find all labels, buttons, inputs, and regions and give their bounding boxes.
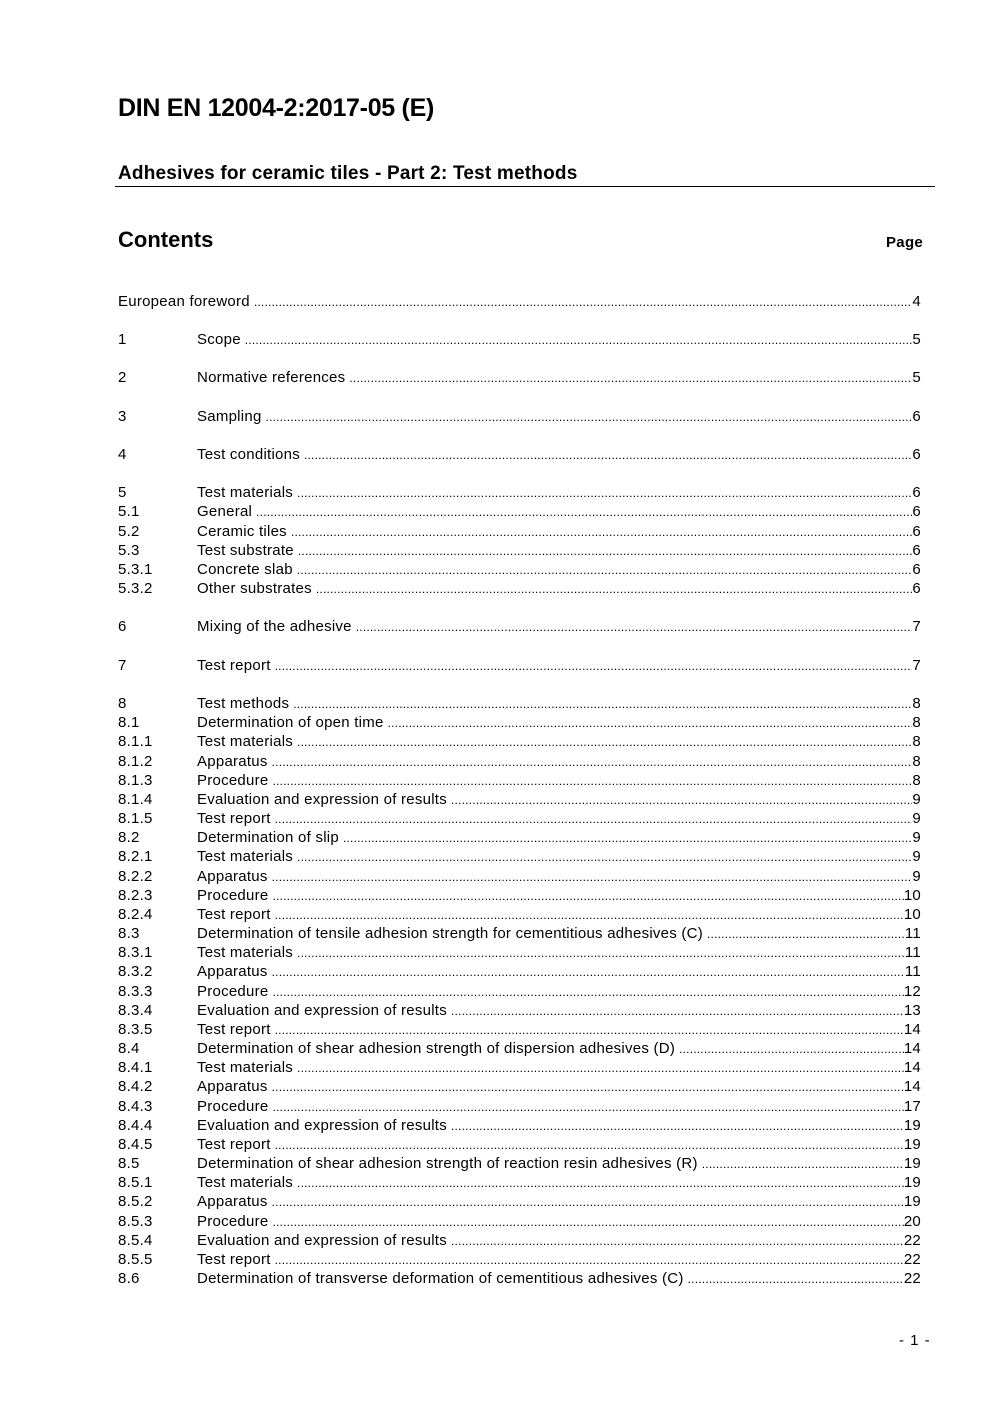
toc-entry-page: 9 <box>912 848 921 865</box>
toc-entry-number: 8.1 <box>118 714 140 731</box>
toc-entry-title: Apparatus <box>197 963 268 980</box>
toc-entry[interactable] <box>118 407 921 426</box>
toc-entry-page: 13 <box>903 1002 921 1019</box>
toc-entry-number: 5.3.2 <box>118 580 153 597</box>
toc-dot-leader <box>275 1021 904 1040</box>
toc-dot-leader <box>702 1155 904 1174</box>
toc-entry-title: Test substrate <box>197 542 294 559</box>
toc-dot-leader <box>275 1136 904 1155</box>
toc-entry[interactable] <box>118 1135 921 1154</box>
toc-entry-page: 19 <box>903 1193 921 1210</box>
toc-entry-page: 11 <box>904 925 921 942</box>
toc-entry-number: 8.4.2 <box>118 1078 153 1095</box>
toc-entry-page: 11 <box>904 963 921 980</box>
toc-entry-number: 8.2.1 <box>118 848 153 865</box>
toc-entry-page: 9 <box>912 791 921 808</box>
toc-entry[interactable] <box>118 1077 921 1096</box>
toc-entry[interactable] <box>118 1192 921 1211</box>
toc-dot-leader <box>451 1232 904 1251</box>
toc-entry[interactable] <box>118 771 921 790</box>
toc-entry-number: 8.5 <box>118 1155 140 1172</box>
toc-entry[interactable] <box>118 867 921 886</box>
toc-entry-page: 8 <box>912 695 921 712</box>
toc-dot-leader <box>451 791 912 810</box>
toc-entry-page: 5 <box>912 331 921 348</box>
toc-entry[interactable] <box>118 445 921 464</box>
toc-entry[interactable] <box>118 732 921 751</box>
toc-entry-title: Test materials <box>197 848 294 865</box>
toc-entry-number: 5.3 <box>118 542 140 559</box>
toc-entry-number: 8.3.3 <box>118 983 153 1000</box>
toc-entry[interactable] <box>118 292 921 311</box>
toc-entry-page: 22 <box>903 1232 921 1249</box>
toc-entry-page: 22 <box>903 1251 921 1268</box>
toc-entry-title: Procedure <box>197 983 269 1000</box>
toc-entry-number: 8.4.4 <box>118 1117 153 1134</box>
toc-entry[interactable] <box>118 1020 921 1039</box>
toc-entry-title: Determination of open time <box>197 714 384 731</box>
toc-entry-title: Test materials <box>197 944 294 961</box>
toc-entry[interactable] <box>118 1039 921 1058</box>
toc-entry[interactable] <box>118 1058 921 1077</box>
toc-entry-title: General <box>197 503 253 520</box>
toc-entry-page: 22 <box>903 1270 921 1287</box>
toc-entry-page: 6 <box>912 484 921 501</box>
toc-dot-leader <box>451 1117 904 1136</box>
toc-dot-leader <box>256 503 912 522</box>
toc-entry[interactable] <box>118 1001 921 1020</box>
toc-entry-number: 8.1.2 <box>118 753 153 770</box>
toc-dot-leader <box>272 963 905 982</box>
toc-dot-leader <box>316 580 913 599</box>
toc-entry-title: Determination of tensile adhesion strength for cementitious adhesives (C) <box>197 925 703 942</box>
document-subtitle: Adhesives for ceramic tiles - Part 2: Test methods <box>118 163 578 184</box>
toc-dot-leader <box>275 810 913 829</box>
document-title: DIN EN 12004-2:2017-05 (E) <box>118 94 434 122</box>
toc-entry-number: 8.3.2 <box>118 963 153 980</box>
toc-entry-title: Evaluation and expression of results <box>197 1117 447 1134</box>
toc-entry-number: 7 <box>118 657 127 674</box>
toc-entry-title: Determination of shear adhesion strength of reaction resin adhesives (R) <box>197 1155 698 1172</box>
toc-entry-number: 8.2 <box>118 829 140 846</box>
toc-entry-number: 8 <box>118 695 127 712</box>
toc-entry-number: 8.2.2 <box>118 868 153 885</box>
toc-entry[interactable] <box>118 790 921 809</box>
toc-entry-page: 9 <box>912 829 921 846</box>
toc-entry-page: 8 <box>912 772 921 789</box>
toc-entry-title: Mixing of the adhesive <box>197 618 352 635</box>
toc-entry-title: Test report <box>197 1136 271 1153</box>
toc-entry-page: 14 <box>903 1059 921 1076</box>
toc-entry[interactable] <box>118 809 921 828</box>
toc-entry-title: Test materials <box>197 1059 294 1076</box>
toc-entry[interactable] <box>118 905 921 924</box>
toc-entry-page: 6 <box>912 523 921 540</box>
toc-entry[interactable] <box>118 368 921 387</box>
toc-entry[interactable] <box>118 1097 921 1116</box>
toc-entry-title: Other substrates <box>197 580 312 597</box>
toc-entry-title: Apparatus <box>197 1078 268 1095</box>
toc-entry-title: Test report <box>197 1021 271 1038</box>
toc-dot-leader <box>291 523 912 542</box>
toc-dot-leader <box>349 369 912 388</box>
toc-entry-number: 8.5.1 <box>118 1174 153 1191</box>
toc-entry-number: 8.5.5 <box>118 1251 153 1268</box>
toc-entry[interactable] <box>118 694 921 713</box>
toc-entry-title: Evaluation and expression of results <box>197 1232 447 1249</box>
toc-entry-page: 20 <box>903 1213 921 1230</box>
toc-entry-title: Evaluation and expression of results <box>197 1002 447 1019</box>
contents-heading: Contents <box>118 227 214 252</box>
toc-entry[interactable] <box>118 541 921 560</box>
toc-entry[interactable] <box>118 713 921 732</box>
toc-dot-leader <box>275 657 913 676</box>
toc-entry-number: 1 <box>118 331 127 348</box>
toc-entry[interactable] <box>118 962 921 981</box>
toc-entry-page: 10 <box>903 906 921 923</box>
toc-entry-number: 8.3.1 <box>118 944 153 961</box>
toc-entry-title: Concrete slab <box>197 561 293 578</box>
toc-entry-number: 8.1.3 <box>118 772 153 789</box>
toc-dot-leader <box>272 1213 903 1232</box>
toc-dot-leader <box>297 561 913 580</box>
toc-entry-number: 8.1.1 <box>118 733 153 750</box>
toc-dot-leader <box>275 906 904 925</box>
toc-entry-page: 19 <box>903 1136 921 1153</box>
toc-entry[interactable] <box>118 483 921 502</box>
toc-entry[interactable] <box>118 1116 921 1135</box>
toc-entry-page: 8 <box>912 714 921 731</box>
toc-entry-page: 8 <box>912 753 921 770</box>
toc-entry[interactable] <box>118 924 921 943</box>
toc-entry-title: Scope <box>197 331 241 348</box>
toc-entry[interactable] <box>118 330 921 349</box>
toc-entry-page: 14 <box>903 1078 921 1095</box>
toc-entry-title: Determination of slip <box>197 829 339 846</box>
toc-entry[interactable] <box>118 886 921 905</box>
toc-dot-leader <box>272 1098 903 1117</box>
toc-dot-leader <box>297 1059 904 1078</box>
toc-entry-number: 5 <box>118 484 127 501</box>
toc-entry-page: 7 <box>912 657 921 674</box>
toc-dot-leader <box>707 925 905 944</box>
toc-entry-number: 8.1.4 <box>118 791 153 808</box>
toc-entry-title: Evaluation and expression of results <box>197 791 447 808</box>
toc-entry[interactable] <box>118 502 921 521</box>
toc-entry-page: 9 <box>912 810 921 827</box>
toc-entry-page: 5 <box>912 369 921 386</box>
toc-entry-page: 19 <box>903 1117 921 1134</box>
title-divider <box>115 186 935 187</box>
page-column-heading: Page <box>886 234 924 251</box>
toc-entry-page: 12 <box>903 983 921 1000</box>
toc-entry[interactable] <box>118 579 921 598</box>
toc-dot-leader <box>304 446 912 465</box>
toc-entry-title: Ceramic tiles <box>197 523 287 540</box>
toc-entry-title: Apparatus <box>197 868 268 885</box>
toc-entry-number: 5.3.1 <box>118 561 153 578</box>
toc-dot-leader <box>245 331 913 350</box>
toc-entry-number: 8.4 <box>118 1040 140 1057</box>
toc-entry-title: Determination of transverse deformation of cementitious adhesives (C) <box>197 1270 684 1287</box>
toc-entry-number: 3 <box>118 408 127 425</box>
toc-entry[interactable] <box>118 1212 921 1231</box>
toc-entry[interactable] <box>118 752 921 771</box>
toc-entry-number: 6 <box>118 618 127 635</box>
toc-entry-page: 17 <box>903 1098 921 1115</box>
toc-dot-leader <box>297 1174 904 1193</box>
toc-dot-leader <box>356 618 913 637</box>
toc-entry-title: Procedure <box>197 887 269 904</box>
toc-entry-number: 8.5.3 <box>118 1213 153 1230</box>
toc-entry-title: Test materials <box>197 1174 294 1191</box>
toc-entry[interactable] <box>118 943 921 962</box>
toc-dot-leader <box>293 695 912 714</box>
toc-dot-leader <box>298 542 913 561</box>
toc-dot-leader <box>343 829 912 848</box>
toc-entry-number: 8.4.3 <box>118 1098 153 1115</box>
toc-entry-title: Procedure <box>197 1213 269 1230</box>
toc-entry-page: 8 <box>912 733 921 750</box>
toc-entry-number: 5.1 <box>118 503 140 520</box>
toc-entry-number: 8.4.5 <box>118 1136 153 1153</box>
toc-dot-leader <box>297 944 905 963</box>
toc-entry-page: 19 <box>903 1174 921 1191</box>
toc-entry[interactable] <box>118 1250 921 1269</box>
toc-entry-title: Normative references <box>197 369 346 386</box>
toc-entry-number: 8.4.1 <box>118 1059 153 1076</box>
toc-entry-page: 4 <box>912 293 921 310</box>
toc-entry[interactable] <box>118 560 921 579</box>
toc-dot-leader <box>297 733 912 752</box>
toc-dot-leader <box>388 714 913 733</box>
toc-dot-leader <box>688 1270 904 1289</box>
toc-entry[interactable] <box>118 982 921 1001</box>
toc-dot-leader <box>297 484 912 503</box>
toc-entry[interactable] <box>118 847 921 866</box>
toc-entry-title: European foreword <box>118 293 250 310</box>
toc-entry-number: 8.3.4 <box>118 1002 153 1019</box>
toc-entry-page: 6 <box>912 503 921 520</box>
page-number: - 1 - <box>899 1332 931 1349</box>
toc-entry-title: Apparatus <box>197 1193 268 1210</box>
toc-entry-number: 8.5.4 <box>118 1232 153 1249</box>
toc-entry[interactable] <box>118 1231 921 1250</box>
toc-entry-page: 6 <box>912 446 921 463</box>
toc-entry-title: Test materials <box>197 733 294 750</box>
toc-entry-title: Procedure <box>197 772 269 789</box>
toc-dot-leader <box>272 887 903 906</box>
toc-dot-leader <box>254 293 913 312</box>
toc-entry[interactable] <box>118 1154 921 1173</box>
toc-entry[interactable] <box>118 617 921 636</box>
toc-dot-leader <box>272 1078 904 1097</box>
toc-entry-page: 14 <box>903 1040 921 1057</box>
toc-entry[interactable] <box>118 828 921 847</box>
toc-entry-number: 8.2.3 <box>118 887 153 904</box>
toc-entry-number: 8.6 <box>118 1270 140 1287</box>
toc-entry-page: 6 <box>912 561 921 578</box>
toc-entry-title: Procedure <box>197 1098 269 1115</box>
toc-entry[interactable] <box>118 522 921 541</box>
toc-dot-leader <box>272 983 903 1002</box>
toc-entry-page: 19 <box>903 1155 921 1172</box>
toc-dot-leader <box>266 408 913 427</box>
toc-dot-leader <box>272 772 912 791</box>
toc-entry[interactable] <box>118 656 921 675</box>
toc-entry-number: 8.2.4 <box>118 906 153 923</box>
toc-entry-number: 2 <box>118 369 127 386</box>
toc-entry-page: 6 <box>912 542 921 559</box>
toc-entry-title: Test report <box>197 906 271 923</box>
toc-entry-number: 5.2 <box>118 523 140 540</box>
toc-entry-title: Apparatus <box>197 753 268 770</box>
toc-entry-number: 8.3.5 <box>118 1021 153 1038</box>
toc-dot-leader <box>275 1251 904 1270</box>
toc-entry-number: 8.3 <box>118 925 140 942</box>
toc-dot-leader <box>272 1193 904 1212</box>
toc-entry-page: 10 <box>903 887 921 904</box>
toc-entry-title: Test report <box>197 657 271 674</box>
toc-entry-number: 8.5.2 <box>118 1193 153 1210</box>
toc-dot-leader <box>272 868 913 887</box>
toc-entry-page: 7 <box>912 618 921 635</box>
toc-entry-title: Test methods <box>197 695 290 712</box>
toc-dot-leader <box>297 848 912 867</box>
toc-entry[interactable] <box>118 1269 921 1288</box>
toc-entry-title: Test report <box>197 810 271 827</box>
toc-entry-title: Test report <box>197 1251 271 1268</box>
toc-entry-title: Determination of shear adhesion strength of dispersion adhesives (D) <box>197 1040 676 1057</box>
toc-entry-number: 4 <box>118 446 127 463</box>
toc-entry-page: 6 <box>912 408 921 425</box>
toc-entry-number: 8.1.5 <box>118 810 153 827</box>
toc-entry-title: Test conditions <box>197 446 300 463</box>
toc-dot-leader <box>679 1040 904 1059</box>
toc-dot-leader <box>272 753 913 772</box>
toc-entry-title: Sampling <box>197 408 262 425</box>
toc-entry-page: 9 <box>912 868 921 885</box>
toc-entry[interactable] <box>118 1173 921 1192</box>
toc-entry-page: 14 <box>903 1021 921 1038</box>
toc-entry-page: 11 <box>904 944 921 961</box>
toc-dot-leader <box>451 1002 904 1021</box>
toc-entry-page: 6 <box>912 580 921 597</box>
toc-entry-title: Test materials <box>197 484 294 501</box>
